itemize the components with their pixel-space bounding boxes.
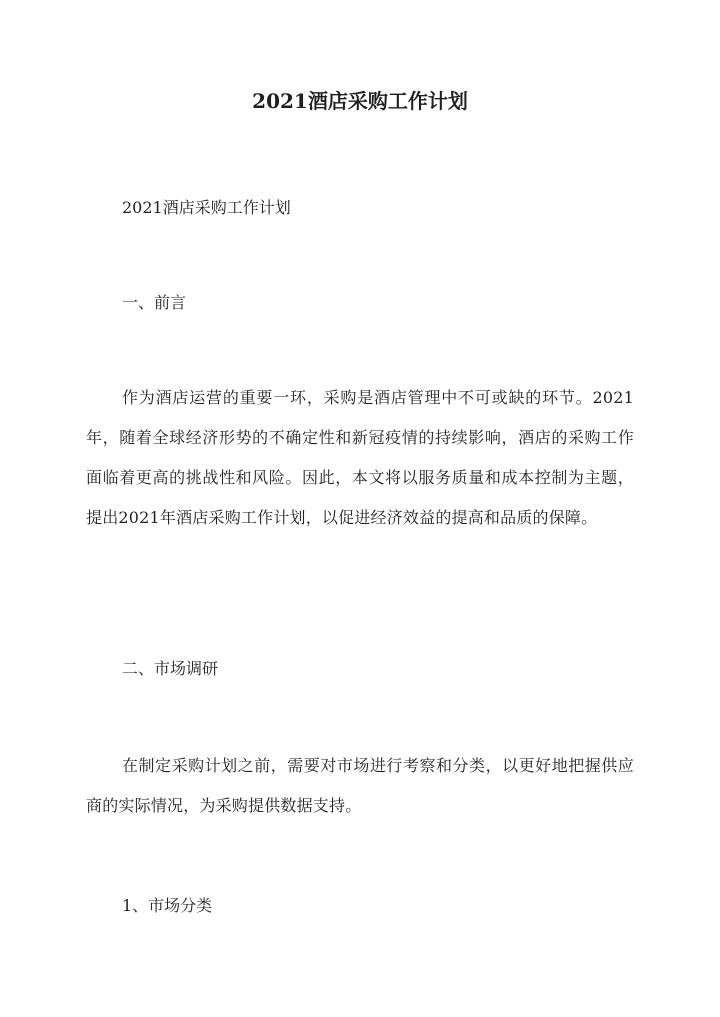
preface-paragraph: 作为酒店运营的重要一环，采购是酒店管理中不可或缺的环节。2021年，随着全球经济形势的不确定性和新冠疫情的持续影响，酒店的采购工作面临着更高的挑战性和风险。因此，本文将以服务质量和成本控制为主题，提出2021年酒店采购工作计划，以促进经济效益的提高和品质的保障。 [86,388,634,527]
document-subtitle: 2021酒店采购工作计划 [122,198,291,217]
document-title: 2021酒店采购工作计划 [252,89,468,113]
subsection-heading-market-classification: 1、市场分类 [122,896,213,915]
section-heading-market-research: 二、市场调研 [122,659,219,678]
section-heading-preface: 一、前言 [122,293,187,312]
market-research-paragraph: 在制定采购计划之前，需要对市场进行考察和分类，以更好地把握供应商的实际情况，为采购提供数据支持。 [86,756,634,815]
